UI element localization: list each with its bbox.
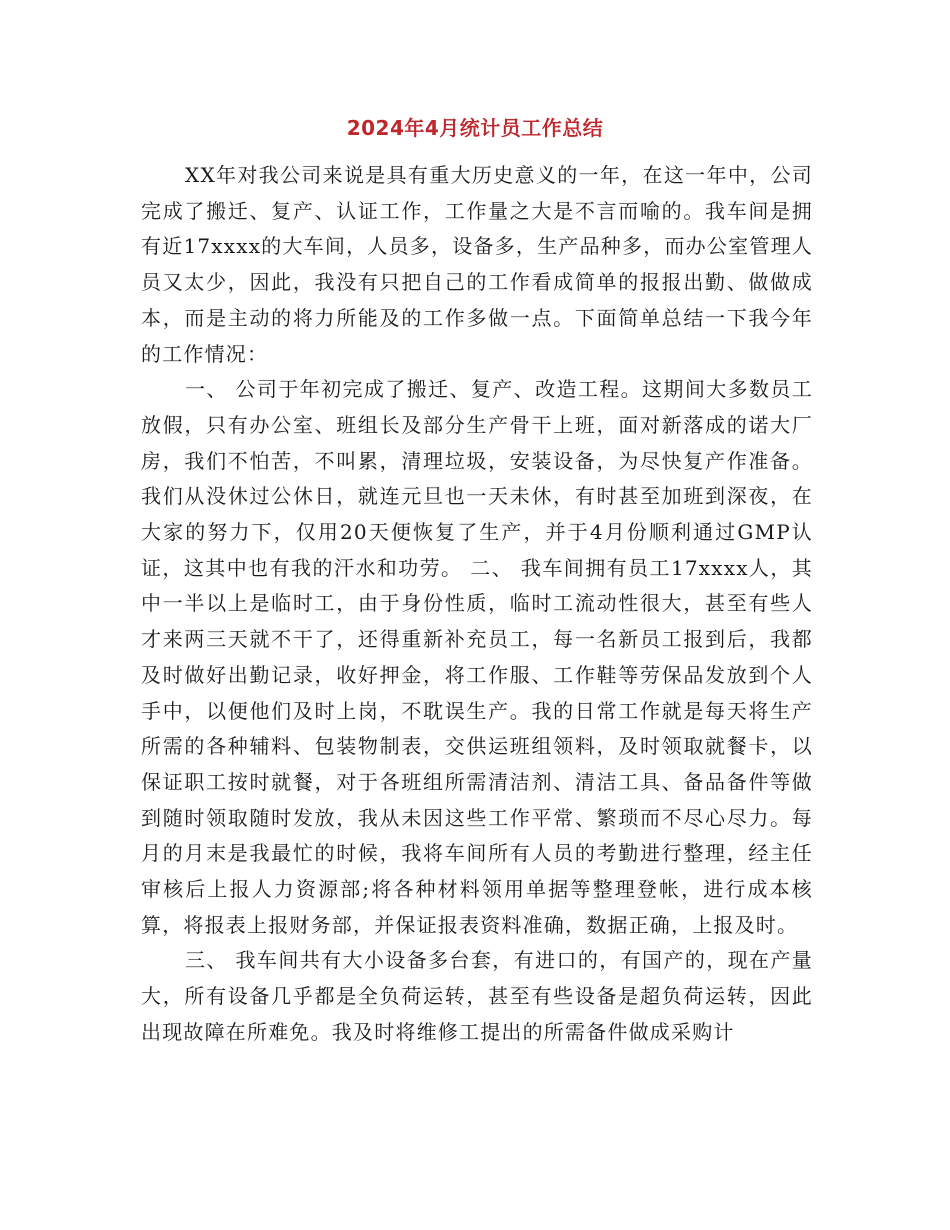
paragraph-intro: XX年对我公司来说是具有重大历史意义的一年，在这一年中，公司完成了搬迁、复产、认证工作，工作量之大是不言而喻的。我车间是拥有近17xxxx的大车间，人员多，设备多，生产品种多，而办公室管理人员又太少，因此，我没有只把自己的工作看成简单的报报出勤、做做成本，而是主动的将力所能及的工作多做一点。下面简单总结一下我今年的工作情况： xyxy=(141,163,813,366)
document-body xyxy=(141,158,813,1051)
paragraph-section-one-two: 一、 公司于年初完成了搬迁、复产、改造工程。这期间大多数员工放假，只有办公室、班组长及部分生产骨干上班，面对新落成的诺大厂房，我们不怕苦，不叫累，清理垃圾，安装设备，为尽快复产作准备。我们从没休过公休日，就连元旦也一天未休，有时甚至加班到深夜，在大家的努力下，仅用20天便恢复了生产，并于4月份顺利通过GMP认证，这其中也有我的汗水和功劳。 二、 我车间拥有员工17xxxx人，其中一半以上是临时工，由于身份性质，临时工流动性很大，甚至有些人才来两三天就不干了，还得重新补充员工，每一名新员工报到后，我都及时做好出勤记录，收好押金，将工作服、工作鞋等劳保品发放到个人手中，以便他们及时上岗，不耽误生产。我的日常工作就是每天将生产所需的各种辅料、包装物制表，交供运班组领料，及时领取就餐卡，以保证职工按时就餐，对于各班组所需清洁剂、清洁工具、备品备件等做到随时领取随时发放，我从未因这些工作平常、繁琐而不尽心尽力。每月的月末是我最忙的时候，我将车间所有人员的考勤进行整理，经主任审核后上报人力资源部;将各种材料领用单据等整理登帐，进行成本核算，将报表上报财务部，并保证报表资料准确，数据正确，上报及时。 xyxy=(141,377,813,937)
document-title: 2024年4月统计员工作总结 xyxy=(346,116,604,140)
paragraph-section-three: 三、 我车间共有大小设备多台套，有进口的，有国产的，现在产量大，所有设备几乎都是全负荷运转，甚至有些设备是超负荷运转，因此出现故障在所难免。我及时将维修工提出的所需备件做成采购计 xyxy=(141,948,813,1044)
